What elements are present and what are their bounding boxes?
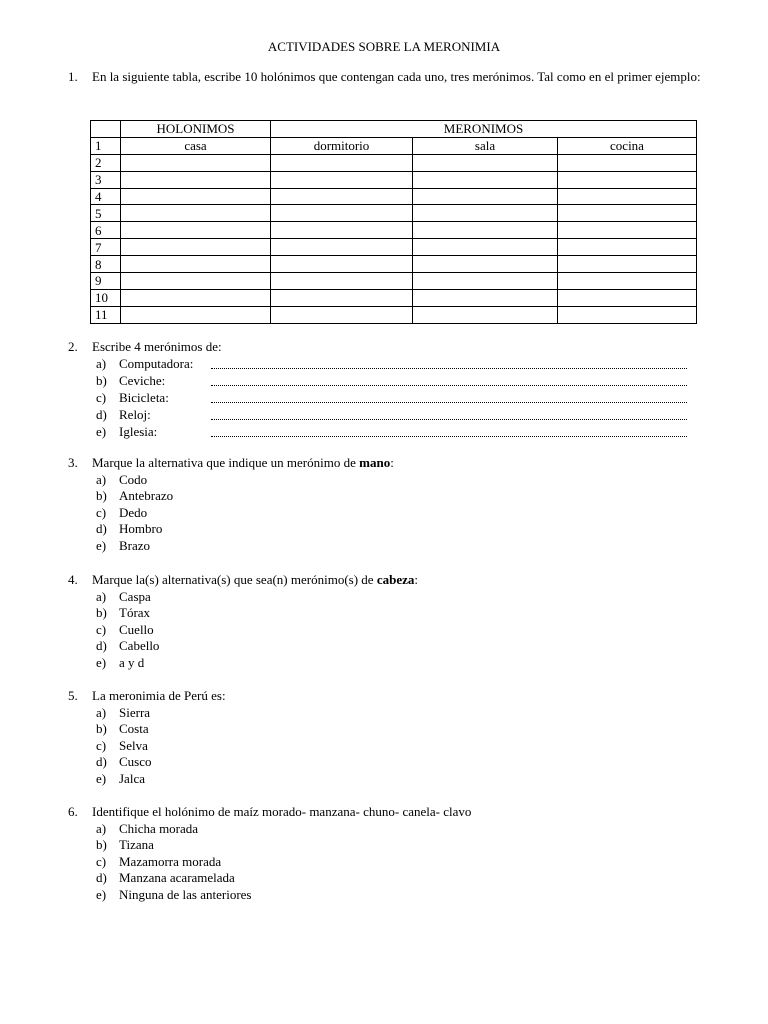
row-number: 11 <box>91 306 121 323</box>
meronimo-cell[interactable] <box>558 256 697 273</box>
option[interactable]: d) Cabello <box>96 638 160 654</box>
question-number: 6. <box>68 804 78 819</box>
answer-line[interactable] <box>211 368 687 369</box>
table-row <box>91 137 697 154</box>
option-label: Computadora: <box>119 355 194 371</box>
option[interactable]: c) Dedo <box>96 504 148 520</box>
option[interactable]: b) Costa <box>96 721 149 737</box>
meronimo-cell[interactable] <box>413 289 558 306</box>
option[interactable]: c) Selva <box>96 737 148 753</box>
option[interactable]: e) a y d <box>96 654 145 670</box>
option-letter: b) <box>96 372 107 388</box>
option-label: Bicicleta: <box>119 389 169 405</box>
meronimo-cell[interactable] <box>271 222 413 239</box>
answer-line[interactable] <box>211 402 687 403</box>
meronimo-cell[interactable] <box>558 273 697 290</box>
meronimo-cell[interactable]: cocina <box>558 137 697 154</box>
table-row <box>91 171 697 188</box>
options-list <box>96 589 159 672</box>
row-number: 10 <box>91 289 121 306</box>
meronimo-cell[interactable] <box>413 154 558 171</box>
keyword: mano <box>359 455 391 470</box>
header-holonimos: HOLONIMOS <box>121 121 271 138</box>
question-text: Escribe 4 merónimos de: <box>92 339 222 354</box>
page-title: ACTIVIDADES SOBRE LA MERONIMIA <box>267 39 501 54</box>
table-row <box>91 306 697 323</box>
meronimo-cell[interactable] <box>558 239 697 256</box>
row-number: 8 <box>91 256 121 273</box>
option[interactable]: b) Tórax <box>96 605 151 621</box>
question-text: Marque la(s) alternativa(s) que sea(n) merónimo(s) de cabeza: <box>92 572 418 587</box>
option[interactable]: e) Ninguna de las anteriores <box>96 886 252 902</box>
meronimo-cell[interactable] <box>413 171 558 188</box>
header-meronimos: MERONIMOS <box>271 121 697 138</box>
option[interactable]: d) Manzana acaramelada <box>96 870 235 886</box>
fill-row <box>96 407 696 424</box>
row-number: 7 <box>91 239 121 256</box>
table-header-row <box>91 121 697 138</box>
row-number: 3 <box>91 171 121 188</box>
option[interactable]: d) Cusco <box>96 754 152 770</box>
option-label: Reloj: <box>119 406 151 422</box>
option[interactable]: b) Antebrazo <box>96 488 174 504</box>
holonyms-table <box>90 120 697 324</box>
meronimo-cell[interactable] <box>558 222 697 239</box>
option-label: Ceviche: <box>119 372 166 388</box>
keyword: cabeza <box>376 572 415 587</box>
meronimo-cell[interactable] <box>413 205 558 222</box>
option-letter: e) <box>96 423 107 439</box>
meronimo-cell[interactable] <box>271 188 413 205</box>
row-number: 4 <box>91 188 121 205</box>
option[interactable]: b) Tizana <box>96 837 154 853</box>
holonimo-cell[interactable] <box>121 188 271 205</box>
table-corner-cell <box>91 121 121 138</box>
fill-row <box>96 390 696 407</box>
meronimo-cell[interactable] <box>558 171 697 188</box>
holonimo-cell[interactable] <box>121 222 271 239</box>
meronimo-cell[interactable] <box>271 239 413 256</box>
holonimo-cell[interactable] <box>121 171 271 188</box>
table-row <box>91 154 697 171</box>
meronimo-cell[interactable] <box>271 154 413 171</box>
meronimo-cell[interactable] <box>558 289 697 306</box>
meronimo-cell[interactable] <box>271 273 413 290</box>
holonimo-cell[interactable] <box>121 306 271 323</box>
meronimo-cell[interactable] <box>413 256 558 273</box>
table-row <box>91 188 697 205</box>
table-row <box>91 289 697 306</box>
fill-row <box>96 373 696 390</box>
meronimo-cell[interactable] <box>413 273 558 290</box>
answer-line[interactable] <box>211 419 687 420</box>
question-text: En la siguiente tabla, escribe 10 holónimos que contengan cada uno, tres merónimos. Tal como en el primer ejemplo: <box>92 69 701 84</box>
fill-row <box>96 424 696 441</box>
option[interactable]: e) Brazo <box>96 537 151 553</box>
meronimo-cell[interactable] <box>271 289 413 306</box>
option-letter: a) <box>96 355 107 371</box>
answer-line[interactable] <box>211 436 687 437</box>
table-row <box>91 239 697 256</box>
table-row <box>91 205 697 222</box>
row-number: 5 <box>91 205 121 222</box>
options-list <box>96 705 152 788</box>
question-number: 1. <box>68 69 78 84</box>
answer-line[interactable] <box>211 385 687 386</box>
holonimo-cell[interactable] <box>121 273 271 290</box>
meronimo-cell[interactable] <box>271 205 413 222</box>
holonimo-cell[interactable] <box>121 256 271 273</box>
options-list <box>96 821 251 904</box>
meronimo-cell[interactable] <box>271 256 413 273</box>
row-number: 2 <box>91 154 121 171</box>
table-row <box>91 256 697 273</box>
question-number: 4. <box>68 572 78 587</box>
meronimo-cell[interactable] <box>413 188 558 205</box>
question-text: La meronimia de Perú es: <box>92 688 226 703</box>
holonimo-cell[interactable] <box>121 289 271 306</box>
holonimo-cell[interactable] <box>121 239 271 256</box>
question-number: 5. <box>68 688 78 703</box>
meronimo-cell[interactable] <box>558 306 697 323</box>
option-label: Iglesia: <box>119 423 158 439</box>
holonimo-cell[interactable] <box>121 154 271 171</box>
option[interactable]: c) Mazamorra morada <box>96 853 222 869</box>
option-letter: d) <box>96 406 107 422</box>
question-number: 2. <box>68 339 78 354</box>
meronimo-cell[interactable]: dormitorio <box>271 137 413 154</box>
meronimo-cell[interactable]: sala <box>413 137 558 154</box>
option[interactable]: a) Caspa <box>96 588 151 604</box>
row-number: 1 <box>91 137 121 154</box>
meronimo-cell[interactable] <box>558 188 697 205</box>
option[interactable]: e) Jalca <box>96 770 145 786</box>
question-text: Identifique el holónimo de maíz morado- manzana- chuno- canela- clavo <box>92 804 472 819</box>
meronimo-cell[interactable] <box>558 205 697 222</box>
option-letter: c) <box>96 389 107 405</box>
option[interactable]: a) Sierra <box>96 704 151 720</box>
table-row <box>91 273 697 290</box>
question-text: Marque la alternativa que indique un merónimo de mano: <box>92 455 394 470</box>
table-row <box>91 222 697 239</box>
option[interactable]: a) Chicha morada <box>96 820 199 836</box>
meronimo-cell[interactable] <box>271 306 413 323</box>
options-list <box>96 472 173 555</box>
holonimo-cell[interactable]: casa <box>121 137 271 154</box>
meronimo-cell[interactable] <box>413 239 558 256</box>
option[interactable]: c) Cuello <box>96 621 154 637</box>
meronimo-cell[interactable] <box>558 154 697 171</box>
row-number: 9 <box>91 273 121 290</box>
holonimo-cell[interactable] <box>121 205 271 222</box>
meronimo-cell[interactable] <box>413 306 558 323</box>
option[interactable]: d) Hombro <box>96 521 163 537</box>
fill-row <box>96 356 696 373</box>
fill-options <box>96 356 696 441</box>
meronimo-cell[interactable] <box>413 222 558 239</box>
row-number: 6 <box>91 222 121 239</box>
question-number: 3. <box>68 455 78 470</box>
meronimo-cell[interactable] <box>271 171 413 188</box>
option[interactable]: a) Codo <box>96 471 148 487</box>
